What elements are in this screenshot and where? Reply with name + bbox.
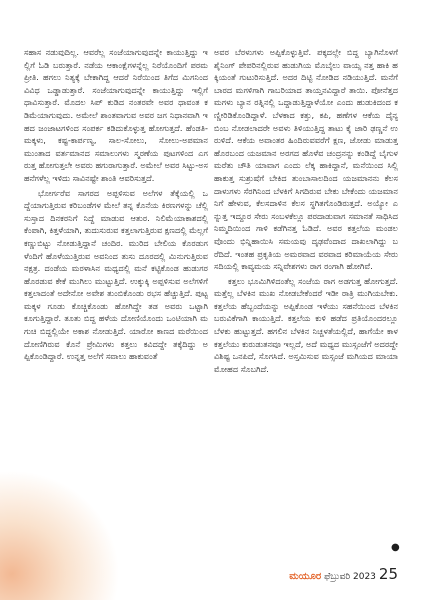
magazine-name: ಮಯೂರ — [289, 571, 322, 582]
article-paragraph: ಕತ್ತಲು ಭೂಮಿಗಿಳಿದಂತೆಲ್ಲ ಸಂಜೆಯ ರಾಗ ಅಡಗುತ್ತ ಹೋಗುತ್ತದೆ. ಮತ್ತೆಲ್ಲ ಬೆಳಕಿನ ಮುಖ ನೋಡಬೇಕೆಂದರೆ ಇಡೀ ರಾತ್ರಿ ಮುಗಿಯಬೇಕು. ಕತ್ತಲೆಯ ಹೆಬ್ಬಂದೆಯನ್ನು ಅಪ್ಪಿಕೊಂಡ ಇಳೆಯು ಸಹನೆಯಿಂದ ಬೆಳಕಿನ ಬರುವಿಕೆಗಾಗಿ ಕಾಯುತ್ತಿದೆ. ಕತ್ತಲೆಯ ಕುಳಿ ಹಡೆದ ಪ್ರತಿಯೊಂದರಲ್ಲೂ ಬೆಳಕು ಹುಟ್ಟುತ್ತದೆ. ಹಗಲಿನ ಬೆಳಕಿನ ನಿಚ್ಚಳತೆಯಲ್ಲಿದೆ, ಹಾಗೆಯೇ ಕಾಳ ಕತ್ತಲೆಯು ಕುರುಡುತನವೂ ಇಲ್ಲದೆ, ಅದೆ ಮಧ್ಯದ ಮುಸ್ಸಂಜೆಗೆ ಅದರದ್ದೇ ವಿಶಿಷ್ಟ ಒನಪಿದೆ, ಸೊಗಸಿದೆ. ಅಸ್ತಮಿಸುವ ಮಸ್ಸಂಜೆ ಮಗಿಯದ ಮಾಯಾ ಮೋಹದ ಸೊಬಗಿದೆ. — [214, 275, 398, 374]
article-column-right — [214, 46, 398, 544]
page-number: 25 — [378, 565, 398, 583]
article-paragraph: ಸಹಾಸ ನಡುವುದಿಲ್ಲ. ಆವರೆಲ್ಲ ಸಂಜೆಯಾಗುವುದನ್ನೇ ಕಾಯುತ್ತಿದ್ದು ಇಲ್ಲಿಗೆ ಓಡಿ ಬರುತ್ತಾರೆ. ನಡೆಯ ಆಕಾಂಕ್ಷೆಗಳನ್ನೆಲ್ಲ ನಿರೆಯೊಂದಿಗೆ ಪರಮಪ್ರೀತಿ. ಹಗಲು ನಿತ್ಯಕ್ಕೆ ಬೇಕಾಗಿದ್ದ ಆದರೆ ನಿರೆಯಿಂದ ತಿಗೆದ ಮಿಗನಿಂದ ವಿವಿಧ ಒಡ್ಡಾಡುತ್ತಾರೆ. ಸಂಜೆಯಾಗುವುದನ್ನೇ ಕಾಯುತ್ತಿದ್ದು ಇಲ್ಲಿಗೆ ಧಾವಿಸುತ್ತಾರೆ. ಮೊದಲ ಸಿಪ್ ಕುಡಿದ ನಂತರವೇ ಅವರ ಧಾವಂತ ಕಡಿಮೆಯಾಗುವುದು. ಅಮೇಲೆ ಶಾಂತವಾಗುವ ಅವರ ಜಗ ನಿಧಾನವಾಗಿ ಇಹದ ಜಂಜಾಟಗಳಿಂದ ಸಂಪರ್ಕ ಕಡಿದುಕೊಳ್ಳುತ್ತ ಹೋಗುತ್ತದೆ. ಹೆಂಡತಿ- ಮಕ್ಕಳು, ಕಷ್ಟ-ಕಾರ್ಪಣ್ಯ, ಸಾಲ-ಸೋಲು, ಸೋಲು-ಅಪಮಾನ ಮುಂತಾದ ವರ್ತಮಾನದ ಸಮಾಲುಗಳು ಸ್ಮರಣೆಯ ಪುಟಗಳಿಂದ ಎಗರುತ್ತ ಹೋಗುತ್ತಲೇ ಅವರು ಹಗುರಾಗುತ್ತಾರೆ. ಅಮೇಲೆ ಅವರ ಸಿಟ್ಟು-ಅಸಹನೆಗಳೆಲ್ಲ ಇಳಿದು ಸಾವಿನಷ್ಟೇ ಶಾಂತಿ ಆವರಿಸುತ್ತದೆ. — [24, 47, 208, 183]
issue-date: ಫೆಬ್ರುವರಿ 2023 — [324, 572, 376, 582]
article-end-mark: ● — [391, 542, 400, 553]
page-footer — [289, 565, 398, 587]
article-column-left — [24, 46, 208, 544]
article-paragraph: ಅವರ ಬೆರಳುಗಳು ಅಪ್ಪಿಕೊಳ್ಳುತ್ತಿವೆ. ಪಕ್ಕದಲ್ಲೇ ಬಿದ್ದ ಬ್ಯಾಗಿನೊಳಗೆ ಶೈನಿಂಗ್ ಪೇಪರಿನಲ್ಲಿರುವ ಹುಡುಗಿಯ ಮೊಬೈಲು ವಾಯ್ಸ ನತ್ತ ಹಾಕಿ ಹಕ್ಕಿಯಂತೆ ಗುಟುರಿಸುತ್ತಿದೆ. ಅದರ ದಿಟ್ಟಿ ನೋಡಿದ ನಡಿಯುತ್ತಿದೆ. ಮನೆಗೆ ಬಾರದ ಮಗಳಿಗಾಗಿ ಗಾಬರಿಯಾದ ತಾಯ್ತನವಿದ್ದಾರೆ ತಾಯಿ. ಪೋನೆತ್ತದ ಮಗಳು ಬ್ಯಾನ ರತ್ನಿನಲ್ಲಿ ಒದ್ದಾಡುತ್ತಿದ್ದಾಳೆಯೋ ಎಂದು ಹುಡುಕಿದಂದ ಕಣ್ಣೀರಿಡಿಕೊಂಡಿದ್ದಾಳೆ. ಬೆಳಕಾದ ಕತ್ತು, ಕಪಿ, ಹಣೆಗಳ ಆಕೆಯ ದೈನ್ಯ ಬಿಂಬ ನೋಡಲಾದರೇ ಅವಳು ತಿಳಿಯುತ್ತಿದ್ದ ತಾಟು ಕೈ ಜಾರಿ ಢಣ್ಣನೆ ಉರುಳಿದೆ. ಆಕೆಯ ಅವಾಂತರ ಹಿಂದಿರುವವರೆಗೆ ಕ್ಷಣ, ಜೋಡು ಮಾಡುತ್ತ ಹೊರಬಂದ ಯಜಮಾನ ಅರಗದ ಹೊಳೆವ ಚಂದ್ರನನ್ನು ಕಂಡಿದ್ದೆ ಬೈಗುಳ ಮರೆತು ಚೌತಿ ಯಾವಾಗ ಎಂದು ಲೆಕ್ಕ ಹಾಕಿದ್ದಾನೆ, ಮನೆಯಿಂದ ಸಿಲ್ಲಿ ಹಾಕುತ್ತ ಸುಶ್ರುಷೆಗೆ ಬೇಕಿದ ತುಂಬಾಸಾಲದಿಂದ ಯಜಮಾನನು ಕೆಲಸದಾಳುಗಳು ಸೆರಗಿನಿಂದ ಬೆಳಕಿಗೆ ಸಿಗದಿರುವ ಬೇಕು ಬೇಕೆಂದು ಯಜಮಾನನಿಗೆ ಹೇಳುವ, ಕೆಲಸದಾಳಿನ ಕೆಲಸ ಸ್ಥಗಿತಗೊಂಡಿರುತ್ತದೆ. ಅಯ್ಯೋ ಎನ್ನುತ್ತ ಇದ್ದೂರ ಸೇರು ಸಂಬಳಕೆಲ್ಲೂ ಪರದಾಡುವಾಗ ಸಮಾನತೆ ಸಾಧಿಸಿದ ನಿಮ್ಮದಿಯಿಂದ ಗಾಳಿ ಕಡೆಗಿನತ್ತ ಓಡಿದೆ. ಅವರ ಕತ್ತಲೆಯ ಮಂಡಲವೊಂದು ಭಿನ್ನಿಹಾಯಿಸಿ ಸಮಯವು ದೃಢವೆಂದಾದ ದಾಖಲಾಗಿದ್ದು ಬರೆದಿದೆ. ಇಂತಹ ಪ್ರಕೃತಿಯ ಅಮರವಾದ ವರವಾದ ಕರಿಮಾಯೆಯ ಸೇರು ಸದಿಯಲ್ಲಿ ಕಾವ್ಯಮಯ ಸನ್ನಿವೇಶಗಳು ರಾಗ ರಂಗಾಗಿ ಹೋಗಿವೆ. — [214, 47, 398, 272]
article-paragraph: ಭೋರ್ಗರೆವ ಸಾಗರದ ಅಪ್ಪಳಿಸುವ ಅಲೆಗಳ ತೆಕ್ಕೆಯಲ್ಲಿ ಒದ್ದೆಯಾಗುತ್ತಿರುವ ಕರಿಬಂಡೆಗಳ ಮೇಲೆ ತನ್ನ ಕೊನೆಯ ಕಿರಣಗಳನ್ನು ಚೆಲ್ಲಿ ಸುಸ್ತಾದ ದಿನಕರನಿಗೆ ನಿದ್ದೆ ಮಾಡುವ ಆತುರ. ನಿಲಿಮೆಯಾಕಾಶದಲ್ಲಿ ಕೆಂಪಾಗಿ, ಕಿತ್ತಳೆಯಾಗಿ, ತುದುಸುರುವ ಕತ್ತಲಾಗುತ್ತಿರುವ ಕ್ಷಣದಲ್ಲಿ ಮೆಲ್ಲಗೆ ಕಣ್ಣುಬಿಟ್ಟು ನೋಡುತ್ತಿದ್ದಾನೆ ಚಂದಿರ. ಮುರಿದ ಬೇಲಿಯ ಕೊರಡುಗಳೆಂದಿಗೆ ಹೊಳೆಯುತ್ತಿರುವ ಅವನಿಂದ ತುಸು ದೂರದಲ್ಲಿ ಮಿನುಗುತ್ತಿರುವ ನಕ್ಷತ್ರ. ದಂಡೆಯ ಮರಳಾಸಿನ ಮಧ್ಯದಲ್ಲಿ ಮನೆ ಕಟ್ಟಿಕೊಂಡ ಹುಡುಗರ ಹೊರಡುವ ಕೇಕೆ ಮುಗಿಲು ಮುಟ್ಟುತ್ತಿದೆ. ಉಕ್ಕುಕ್ಕಿ ಅಪ್ಪಳಿಸುವ ಅಲೆಗಳಿಗೆ ಕತ್ತಲಾದಂತೆ ಅದೇನೋ ಅವೇಶ ತುಂಬಿಕೊಂಡು ರಭಸ ಹೆಚ್ಚುತ್ತಿದೆ. ಪುಟ್ಟ ಮಕ್ಕಳ ಗೂಡು ಕೊಚ್ಚಿಕೊಂಡು ಹೋಗಿದ್ದೇ ತಡ ಅವರು ಒಟ್ಟಾಗಿ ಕೂಗುತ್ತಿದ್ದಾರೆ. ತೂತು ಬಿದ್ದ ಹಳೆಯ ದೋಣಿಯೊಂದು ಒಂಟಿಯಾಗಿ ಮಗುಚಿ ಬಿದ್ದಲ್ಲಿಯೇ ಅಕಾಶ ನೋಡುತ್ತಿದೆ. ಯಾರೋ ಕಾಣದ ಮರೆಯಿಂದ ದೋಣಿಗಿರುವ ಕೊನೆ ಪ್ರೇಮಿಗಳು ಕತ್ತಲು ಕವಿದದ್ದೇ ತಕ್ಕೆದಿದ್ದು ಅಪ್ಪಿಕೊಂಡಿದ್ದಾರೆ. ಉನ್ನತ್ತ ಅಲೆಗೆ ಸವಾಲು ಹಾಕುವಂತೆ — [24, 187, 208, 362]
